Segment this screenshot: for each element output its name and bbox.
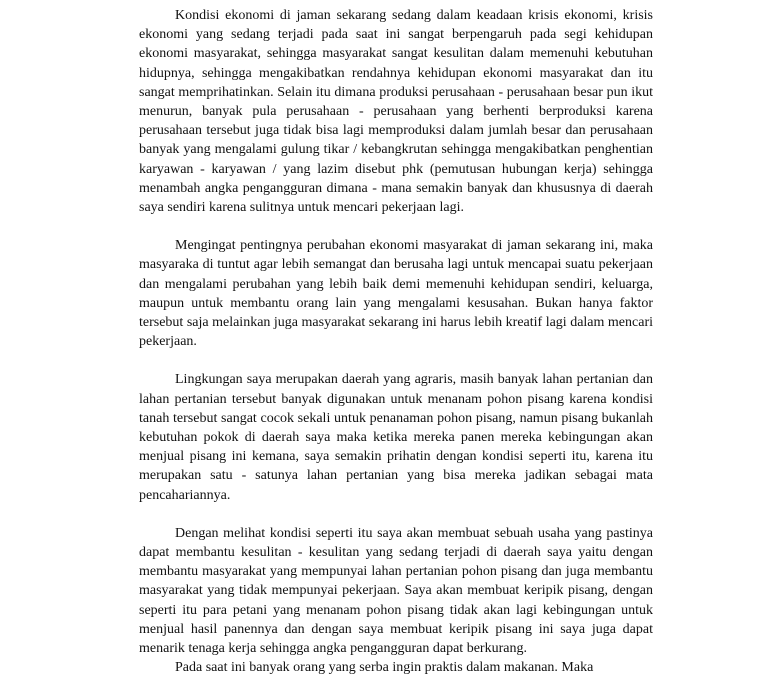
- paragraph-practical-food: Pada saat ini banyak orang yang serba ingin praktis dalam makanan. Maka: [175, 660, 594, 676]
- paragraph-banana-chips-business: Dengan melihat kondisi seperti itu saya akan membuat sebuah usaha yang pastinya dapat membantu kesulitan - kesulitan yang sedang terjadi di daerah saya yaitu dengan membantu masyarakat yang mempunyai lahan pertanian pohon pisang dan juga membantu masyarakat yang tidak mempunyai pekerjaan. Saya akan membuat keripik pisang, dengan seperti itu para petani yang menanam pohon pisang tidak akan lagi kebingungan untuk menjual hasil panennya dan dengan saya membuat keripik pisang ini saya juga dapat menarik tenaga kerja sehingga angka pengangguran dapat berkurang.: [139, 525, 653, 657]
- paragraph-importance-of-change: Mengingat pentingnya perubahan ekonomi masyarakat di jaman sekarang ini, maka masyaraka di tuntut agar lebih semangat dan berusaha lagi untuk mencapai suatu pekerjaan dan mengalami perubahan yang lebih baik demi memenuhi kehidupan sendiri, keluarga, maupun untuk membantu orang lain yang mengalami kesusahan. Bukan hanya faktor tersebut saja melainkan juga masyarakat sekarang ini harus lebih kreatif lagi dalam mencari pekerjaan.: [139, 238, 653, 350]
- paragraph-agrarian-environment: Lingkungan saya merupakan daerah yang agraris, masih banyak lahan pertanian dan lahan pertanian tersebut banyak digunakan untuk menanam pohon pisang karena kondisi tanah tersebut sangat cocok sekali untuk penanaman pohon pisang, namun pisang bukanlah kebutuhan pokok di daerah saya maka ketika mereka panen mereka kebingungan akan menjual pisang ini kemana, saya semakin prihatin dengan kondisi seperti itu, karena itu merupakan satu - satunya lahan pertanian yang bisa mereka jadikan sebagai mata pencahariannya.: [139, 372, 653, 503]
- document-body: [139, 6, 653, 678]
- paragraph-economic-crisis: Kondisi ekonomi di jaman sekarang sedang dalam keadaan krisis ekonomi, krisis ekonomi yang sedang terjadi pada saat ini sangat berpengaruh pada segi kehidupan ekonomi masyarakat, sehingga masyarakat sangat kesulitan dalam memenuhi kebutuhan hidupnya, sehingga mengakibatkan rendahnya kehidupan ekonomi masyarakat dan itu sangat memprihatinkan. Selain itu dimana produksi perusahaan - perusahaan besar pun ikut menurun, banyak pula perusahaan - perusahaan yang berhenti berproduksi karena perusahaan tersebut juga tidak bisa lagi memproduksi dalam jumlah besar dan perusahaan banyak yang mengalami gulung tikar / kebangkrutan sehingga mengakibatkan penghentian karyawan - karyawan / yang lazim disebut phk (pemutusan hubungan kerja) sehingga menambah angka pengangguran dimana - mana semakin banyak dan khususnya di daerah saya sendiri karena sulitnya untuk mencari pekerjaan lagi.: [139, 8, 653, 216]
